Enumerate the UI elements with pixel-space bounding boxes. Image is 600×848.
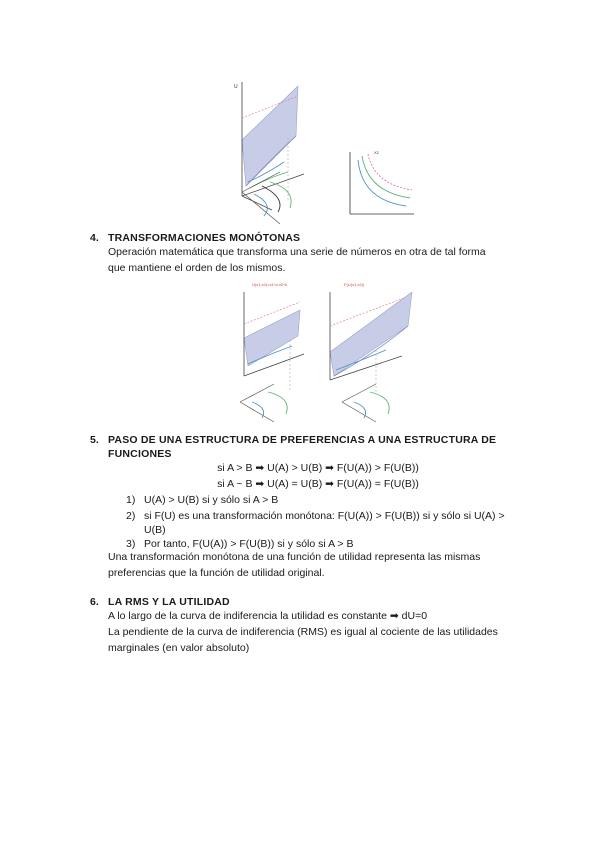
transform-right-sheet	[330, 292, 412, 376]
list-item-2-text-line-1: si F(U) es una transformación monótona: F(U(A)) > F(U(B)) si y sólo si U(A) >	[144, 510, 505, 522]
transform-left-proj-green	[268, 392, 287, 414]
section-6-number: 6.	[90, 596, 99, 608]
transform-right-proj-2	[342, 402, 376, 422]
section-4-title: TRANSFORMACIONES MONÓTONAS	[108, 232, 301, 244]
projected-curves-figure	[240, 168, 320, 226]
section-5-number: 5.	[90, 434, 99, 446]
list-item-1-number: 1)	[126, 494, 136, 506]
proj-axis-1	[242, 172, 280, 192]
section-5-closing-line-2: preferencias que la función de utilidad original.	[108, 567, 325, 579]
section-5-closing-line-1: Una transformación monótona de una función de utilidad representa las mismas	[108, 551, 481, 563]
list-item-2-number: 2)	[126, 510, 136, 522]
proj-curve-green	[270, 182, 291, 208]
section-6-body-line-1: A lo largo de la curva de indiferencia la utilidad es constante ➡ dU=0	[108, 610, 428, 622]
transform-left-caption: U(x1,x2)=x1^a x2^b	[252, 282, 288, 287]
transform-left-figure	[234, 280, 314, 426]
transform-right-figure	[322, 280, 416, 426]
proj-curve-blue	[254, 194, 267, 216]
list-item-2-text-line-2: U(B)	[144, 524, 166, 536]
list-item-1-text: U(A) > U(B) si y sólo si A > B	[144, 494, 279, 506]
section-4-body-line-1: Operación matemática que transforma una serie de números en otra de tal forma	[108, 246, 486, 258]
transform-left-proj-2	[240, 402, 274, 422]
proj-curve-dark	[262, 186, 280, 212]
section-5-title-line-1: PASO DE UNA ESTRUCTURA DE PREFERENCIAS A UNA ESTRUCTURA DE	[108, 434, 497, 446]
section-6-body-line-3: marginales (en valor absoluto)	[108, 642, 250, 654]
section-6-title: LA RMS Y LA UTILIDAD	[108, 596, 230, 608]
indiff-curve-green	[362, 156, 410, 198]
list-item-3-number: 3)	[126, 538, 136, 550]
section-4-body-line-2: que mantiene el orden de los mismos.	[108, 262, 286, 274]
transform-right-proj-green	[370, 392, 389, 414]
section-5-title-line-2: FUNCIONES	[108, 448, 172, 460]
section-4-number: 4.	[90, 232, 99, 244]
indifference-map-figure	[344, 148, 416, 220]
indiff-curve-red	[368, 154, 412, 190]
transform-left-proj-1	[240, 384, 274, 402]
proj-axis-2	[242, 192, 280, 224]
map-axis-label: X2	[374, 150, 379, 155]
transform-left-sheet	[244, 310, 300, 366]
formula-strict-preference: si A > B ➡ U(A) > U(B) ➡ F(U(A)) > F(U(B))	[217, 462, 419, 474]
transform-right-proj-1	[342, 384, 376, 402]
transform-right-caption: F(U(x1,x2))	[344, 282, 365, 287]
formula-indifference: si A ~ B ➡ U(A) = U(B) ➡ F(U(A)) = F(U(B))	[217, 478, 419, 490]
list-item-3-text: Por tanto, F(U(A)) > F(U(B)) si y sólo si A > B	[144, 538, 354, 550]
section-6-body-line-2: La pendiente de la curva de indiferencia (RMS) es igual al cociente de las utilidades	[108, 626, 498, 638]
surface-axis-label: U	[234, 84, 238, 90]
